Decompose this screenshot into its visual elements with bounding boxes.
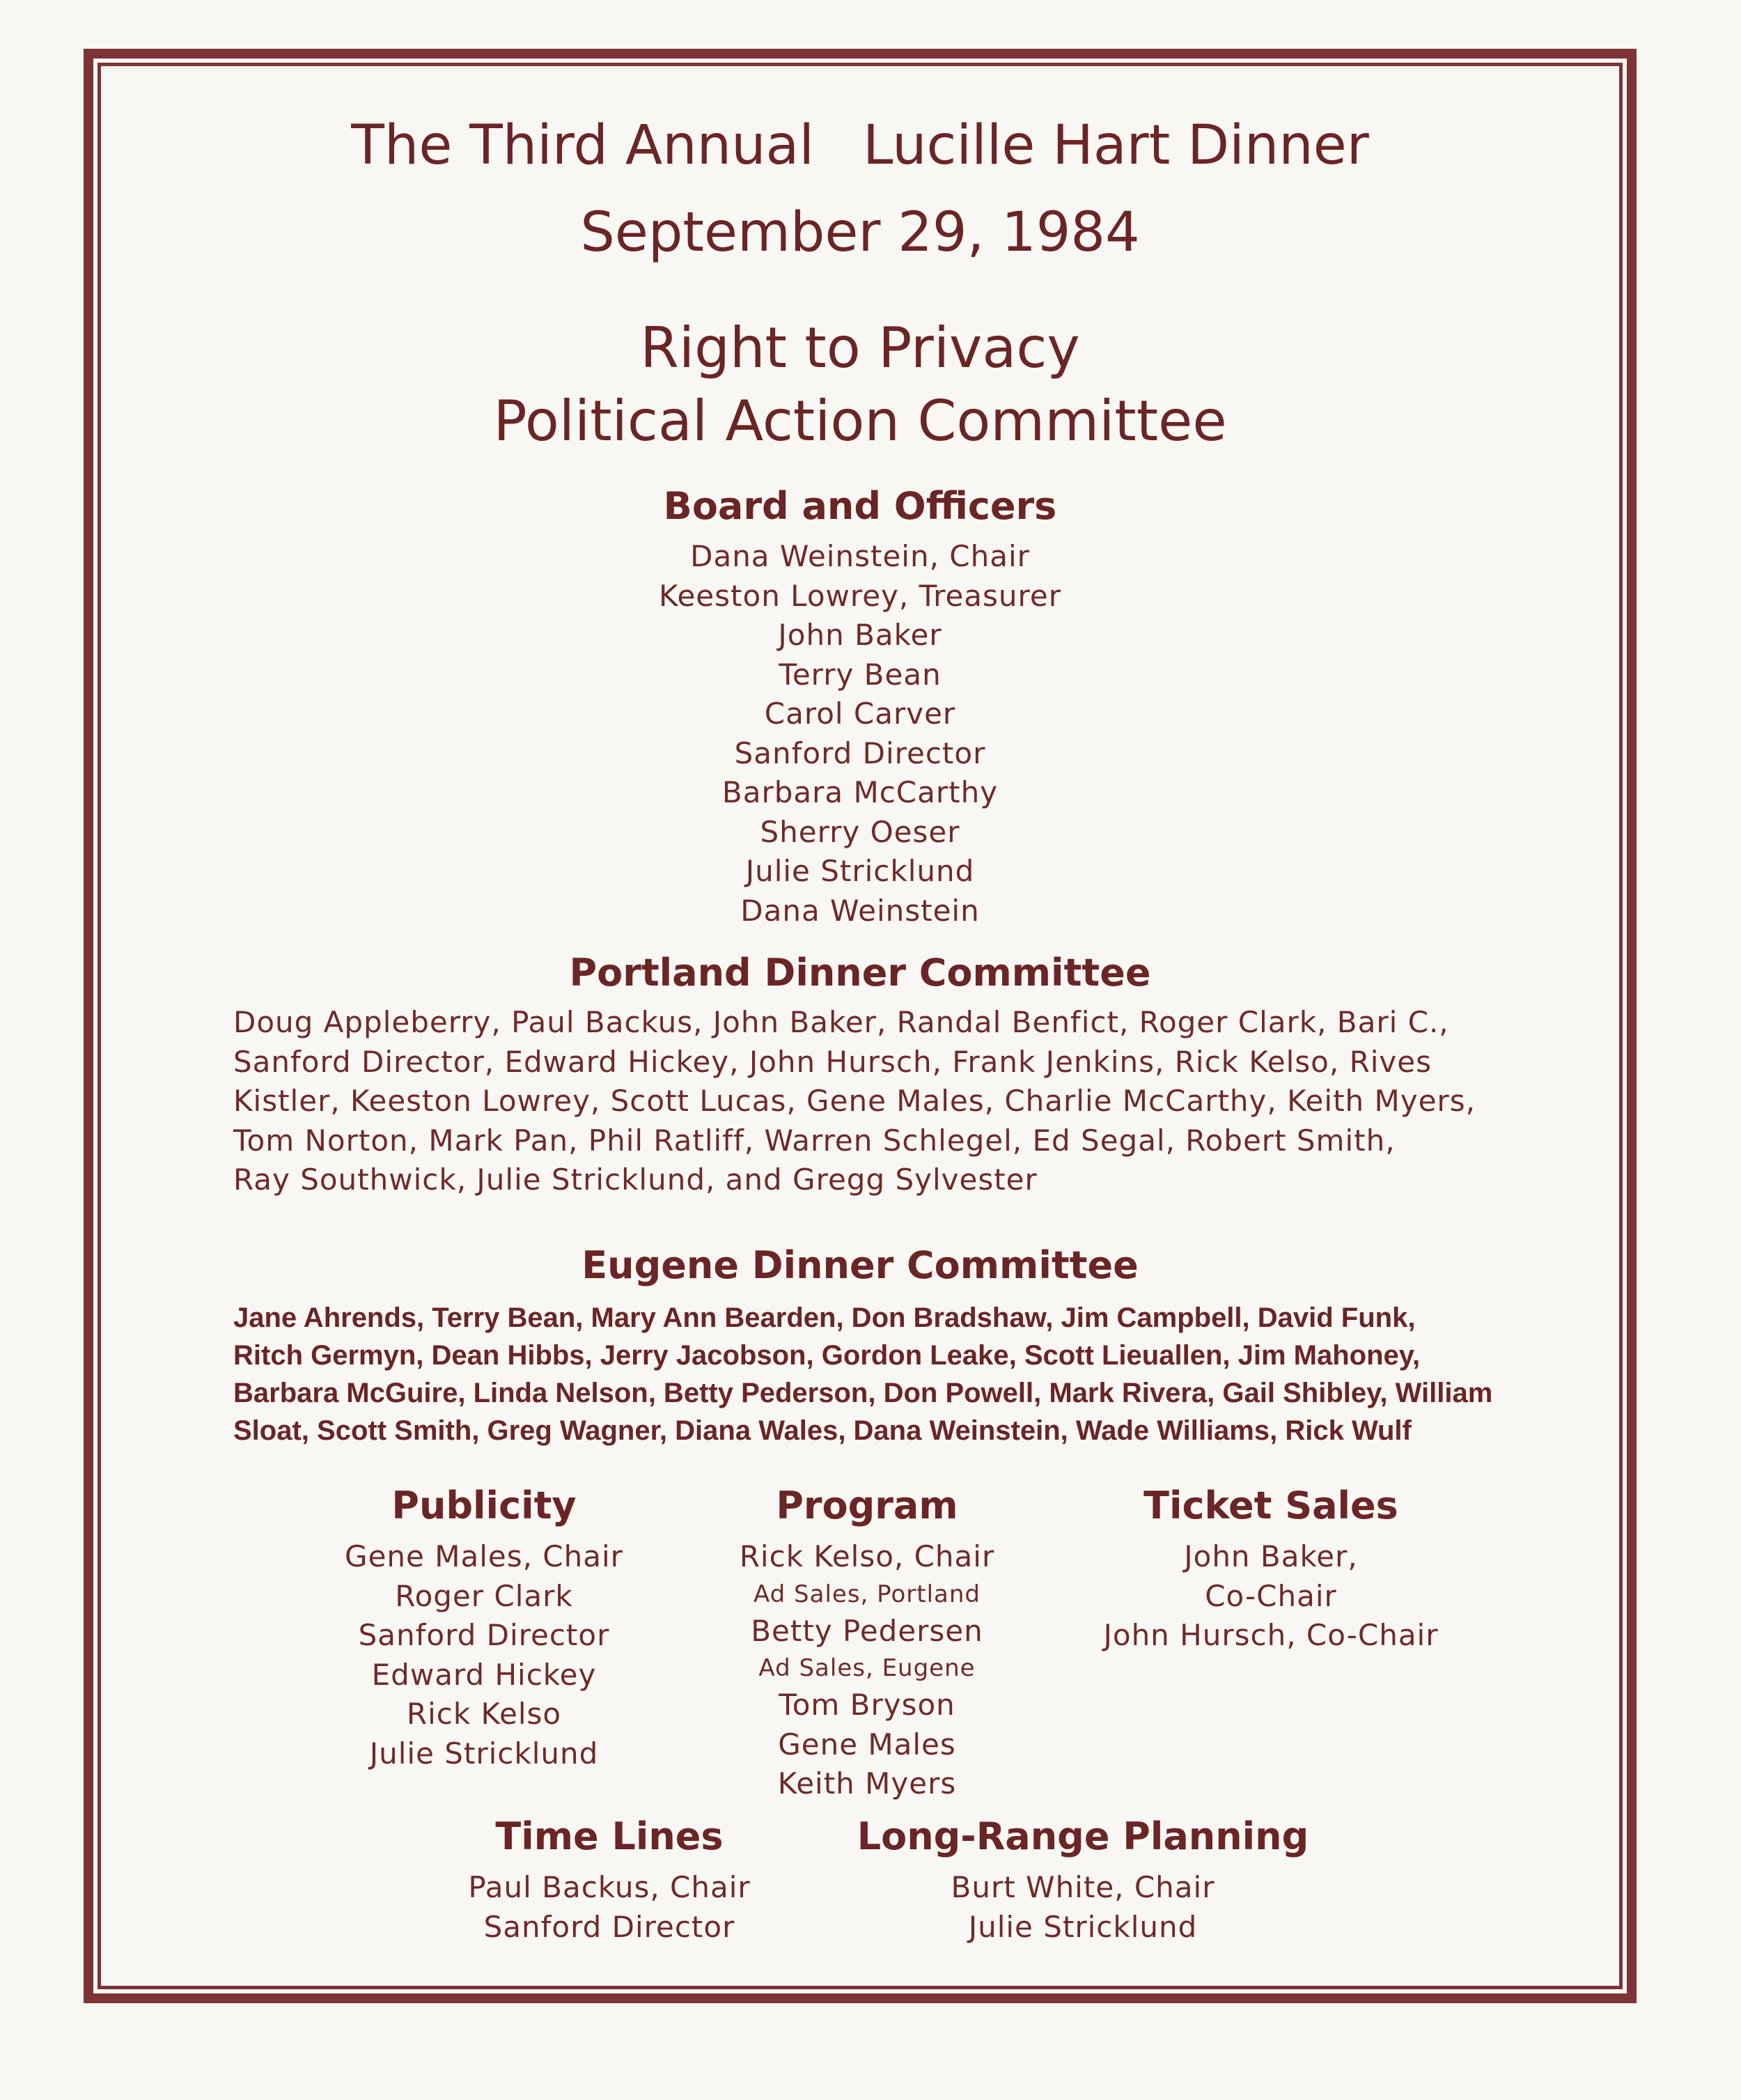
board-member: Sanford Director bbox=[734, 736, 986, 770]
event-date: September 29, 1984 bbox=[580, 201, 1140, 264]
portland-heading: Portland Dinner Committee bbox=[569, 951, 1151, 995]
tickets-member: John Hursch, Co-Chair bbox=[1103, 1618, 1439, 1652]
portland-line: Kistler, Keeston Lowrey, Scott Lucas, Gene Males, Charlie McCarthy, Keith Myers, bbox=[233, 1084, 1476, 1118]
eugene-line: Ritch Germyn, Dean Hibbs, Jerry Jacobson, Gordon Leake, Scott Lieuallen, Jim Mahoney, bbox=[233, 1340, 1421, 1371]
program-heading: Program bbox=[776, 1484, 958, 1527]
event-title-part1: The Third Annual bbox=[351, 114, 814, 177]
publicity-member: Julie Stricklund bbox=[369, 1736, 599, 1771]
timelines-list bbox=[414, 1868, 804, 1947]
org-name-line1: Right to Privacy bbox=[640, 316, 1080, 380]
timelines-member: Paul Backus, Chair bbox=[468, 1870, 751, 1904]
board-member: Terry Bean bbox=[779, 657, 942, 692]
program-note-eugene: Ad Sales, Eugene bbox=[758, 1654, 976, 1682]
program-list bbox=[679, 1537, 1055, 1804]
eugene-line: Barbara McGuire, Linda Nelson, Betty Pederson, Don Powell, Mark Rivera, Gail Shibley, William bbox=[233, 1378, 1493, 1408]
tickets-list bbox=[1055, 1537, 1487, 1656]
publicity-member: Rick Kelso bbox=[406, 1697, 562, 1731]
tickets-member: Co-Chair bbox=[1205, 1578, 1337, 1613]
longrange-section bbox=[839, 1814, 1327, 1947]
program-chair: Rick Kelso, Chair bbox=[739, 1539, 995, 1573]
portland-line: Tom Norton, Mark Pan, Phil Ratliff, Warren Schlegel, Ed Segal, Robert Smith, bbox=[233, 1123, 1396, 1158]
publicity-list bbox=[289, 1537, 679, 1773]
publicity-member: Sanford Director bbox=[358, 1618, 610, 1652]
board-member: Keeston Lowrey, Treasurer bbox=[659, 578, 1061, 613]
eugene-line: Jane Ahrends, Terry Bean, Mary Ann Bearden, Don Bradshaw, Jim Campbell, David Funk, bbox=[233, 1302, 1416, 1333]
publicity-member: Roger Clark bbox=[395, 1578, 573, 1613]
board-heading: Board and Officers bbox=[663, 484, 1057, 528]
program-member: Betty Pedersen bbox=[751, 1613, 983, 1648]
board-member: Barbara McCarthy bbox=[721, 775, 999, 809]
eugene-heading: Eugene Dinner Committee bbox=[581, 1243, 1139, 1287]
longrange-member: Burt White, Chair bbox=[951, 1870, 1215, 1904]
portland-names bbox=[233, 1003, 1487, 1200]
timelines-member: Sanford Director bbox=[483, 1909, 735, 1944]
program-member: Tom Bryson bbox=[779, 1688, 955, 1722]
longrange-heading: Long-Range Planning bbox=[857, 1814, 1309, 1858]
program-section bbox=[679, 1484, 1055, 1804]
program-note-portland: Ad Sales, Portland bbox=[754, 1580, 981, 1608]
org-name-line2: Political Action Committee bbox=[493, 389, 1227, 453]
timelines-heading: Time Lines bbox=[495, 1814, 724, 1858]
board-member: Dana Weinstein, Chair bbox=[690, 539, 1030, 573]
portland-line: Sanford Director, Edward Hickey, John Hursch, Frank Jenkins, Rick Kelso, Rives bbox=[233, 1044, 1432, 1079]
board-member: Julie Stricklund bbox=[745, 854, 975, 888]
program-member: Keith Myers bbox=[777, 1766, 957, 1800]
eugene-line: Sloat, Scott Smith, Greg Wagner, Diana Wales, Dana Weinstein, Wade Williams, Rick Wulf bbox=[233, 1415, 1412, 1446]
eugene-names bbox=[233, 1299, 1493, 1449]
board-member: John Baker bbox=[778, 618, 942, 652]
board-list bbox=[101, 537, 1619, 931]
portland-line: Doug Appleberry, Paul Backus, John Baker, Randal Benfict, Roger Clark, Bari C., bbox=[233, 1005, 1449, 1039]
publicity-heading: Publicity bbox=[391, 1484, 577, 1527]
board-member: Sherry Oeser bbox=[760, 814, 960, 849]
portland-line: Ray Southwick, Julie Stricklund, and Gregg Sylvester bbox=[233, 1162, 1038, 1197]
tickets-member: John Baker, bbox=[1184, 1539, 1358, 1573]
longrange-list bbox=[839, 1868, 1327, 1947]
timelines-section bbox=[414, 1814, 804, 1947]
board-member: Carol Carver bbox=[764, 697, 956, 731]
tickets-heading: Ticket Sales bbox=[1143, 1484, 1398, 1527]
publicity-member: Edward Hickey bbox=[371, 1657, 597, 1692]
program-page bbox=[101, 66, 1619, 1986]
publicity-member: Gene Males, Chair bbox=[345, 1539, 623, 1573]
event-title bbox=[101, 114, 1619, 177]
event-title-part2: Lucille Hart Dinner bbox=[863, 114, 1369, 177]
program-member: Gene Males bbox=[778, 1727, 956, 1761]
longrange-member: Julie Stricklund bbox=[968, 1909, 1198, 1944]
board-member: Dana Weinstein bbox=[740, 893, 980, 928]
tickets-section bbox=[1055, 1484, 1487, 1656]
publicity-section bbox=[289, 1484, 679, 1773]
